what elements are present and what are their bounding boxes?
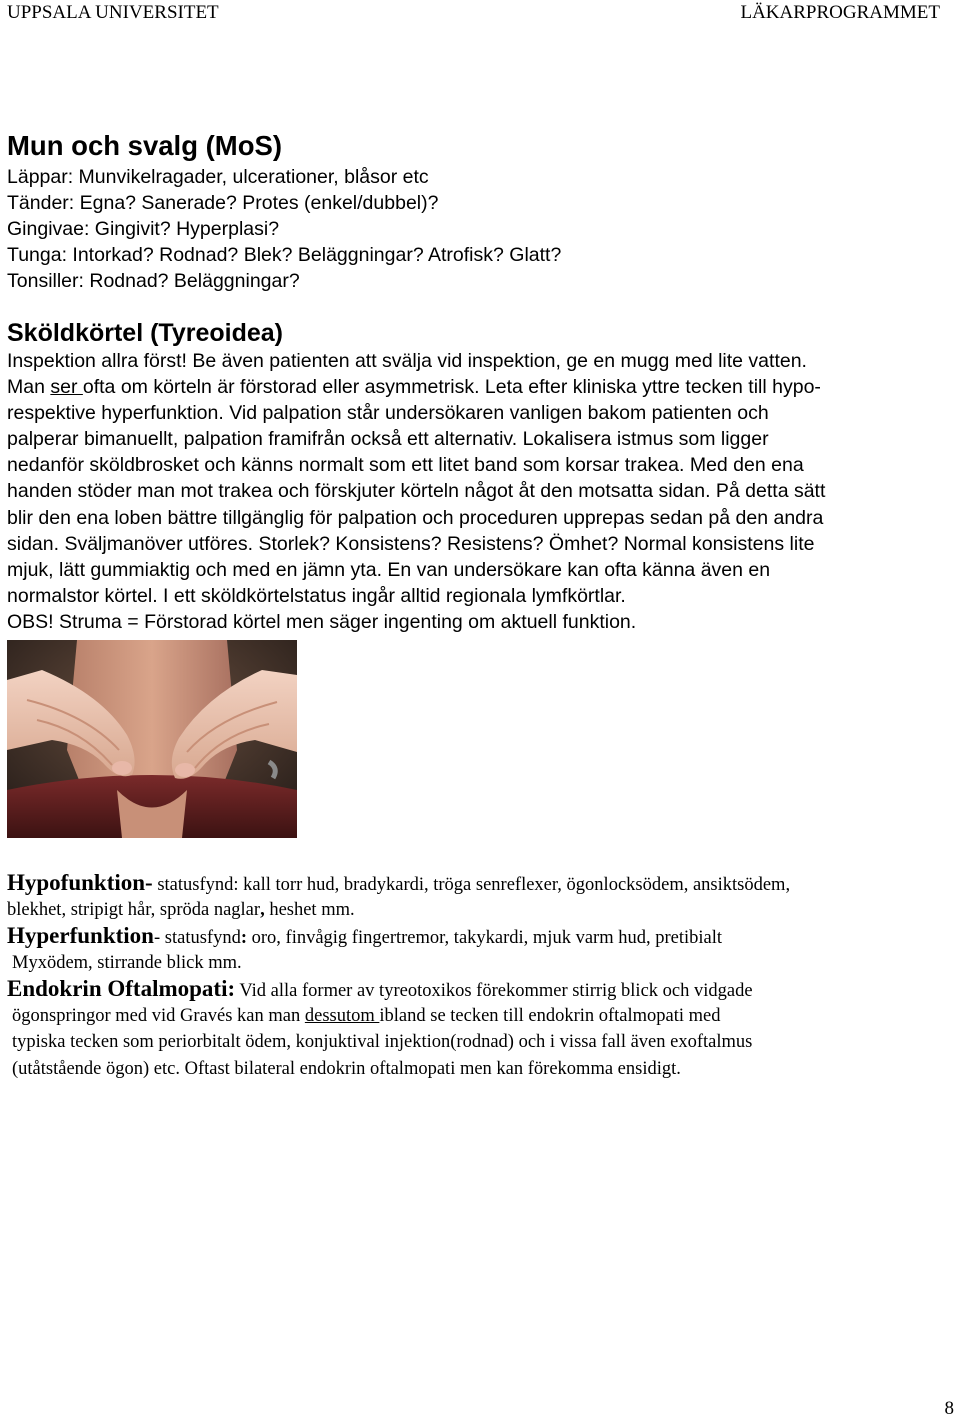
thyroid-text: ofta om körteln är förstorad eller asymmetrisk. Leta efter kliniska yttre tecken till hypo- — [82, 376, 821, 399]
section-heading-thyroid: Sköldkörtel (Tyreoidea) — [7, 319, 283, 347]
thyroid-line: Inspektion allra först! Be även patienten att svälja vid inspektion, ge en mugg med lite vatten. — [7, 350, 807, 372]
function-section — [7, 870, 957, 1082]
header-university: UPPSALA UNIVERSITET — [7, 2, 219, 23]
mos-line: Läppar: Munvikelragader, ulcerationer, blåsor etc — [7, 166, 429, 188]
endo-line: typiska tecken som periorbitalt ödem, konjuktival injektion(rodnad) och i vissa fall även exoftalmus — [12, 1032, 753, 1052]
thyroid-line: handen stöder man mot trakea och förskjuter körteln något åt den motsatta sidan. På detta sätt — [7, 480, 826, 503]
hyper-colon: : — [240, 928, 247, 948]
page-number: 8 — [944, 1398, 954, 1419]
mos-line: Tunga: Intorkad? Rodnad? Blek? Beläggningar? Atrofisk? Glatt? — [7, 244, 562, 266]
hypo-line — [7, 870, 957, 897]
hyper-term: Hyperfunktion — [7, 923, 154, 948]
hypo-term: Hypofunktion- — [7, 870, 153, 895]
thyroid-line: nedanför sköldbrosket och känns normalt som ett litet band som korsar trakea. Med den ena — [7, 454, 804, 477]
thyroid-line: blir den ena loben bättre tillgänglig för palpation och proceduren upprepas sedan på den andra — [7, 506, 824, 529]
thyroid-line: normalstor körtel. I ett sköldkörtelstatus ingår alltid regionala lymfkörtlar. — [7, 584, 626, 607]
thyroid-paragraph — [7, 348, 957, 635]
endo-text: ibland se tecken till endokrin oftalmopati med — [379, 1005, 721, 1026]
hypo-text: statusfynd: kall torr hud, bradykardi, tröga senreflexer, ögonlocksödem, ansiktsödem, — [152, 875, 791, 895]
thyroid-text: Man — [7, 376, 51, 399]
thyroid-line: sidan. Sväljmanöver utföres. Storlek? Konsistens? Resistens? Ömhet? Normal konsistens lite — [7, 532, 815, 555]
hypo-text: heshet mm. — [264, 899, 355, 920]
endo-underlined-word: dessutom — [304, 1005, 380, 1026]
hyper-text: oro, finvågig fingertremor, takykardi, mjuk varm hud, pretibialt — [247, 928, 722, 948]
endo-text: Vid alla former av tyreotoxikos förekommer stirrig blick och vidgade — [235, 981, 753, 1001]
thyroid-line: respektive hyperfunktion. Vid palpation står undersökaren vanligen bakom patienten och — [7, 402, 769, 425]
mos-line: Gingivae: Gingivit? Hyperplasi? — [7, 218, 280, 240]
hyper-line: Myxödem, stirrande blick mm. — [12, 952, 242, 973]
endo-line — [7, 976, 957, 1003]
hypo-line — [7, 897, 957, 924]
endo-line — [7, 1003, 957, 1030]
section-heading-mos: Mun och svalg (MoS) — [7, 130, 282, 161]
thyroid-underlined-word: ser — [50, 376, 83, 399]
thyroid-line — [7, 374, 957, 400]
mos-list — [7, 164, 561, 294]
thyroid-palpation-photo — [7, 640, 297, 838]
endo-line: (utåtstående ögon) etc. Oftast bilateral endokrin oftalmopati men kan förekomma ensidigt. — [12, 1058, 681, 1079]
hyper-line — [7, 923, 957, 950]
header-program: LÄKARPROGRAMMET — [740, 2, 940, 23]
thyroid-line: mjuk, lätt gummiaktig och med en jämn yta. En van undersökare kan ofta känna även en — [7, 558, 771, 581]
mos-line: Tonsiller: Rodnad? Beläggningar? — [7, 270, 300, 292]
endo-text: ögonspringor med vid Gravés kan man — [12, 1005, 305, 1026]
hypo-comma: , — [260, 899, 265, 920]
endo-term: Endokrin Oftalmopati: — [7, 976, 236, 1001]
hypo-text: blekhet, stripigt hår, spröda naglar — [7, 899, 261, 920]
thyroid-line: palperar bimanuellt, palpation framifrån också ett alternativ. Lokalisera istmus som ligger — [7, 428, 769, 451]
mos-line: Tänder: Egna? Sanerade? Protes (enkel/dubbel)? — [7, 192, 439, 214]
hyper-text: - statusfynd — [153, 928, 241, 948]
thyroid-line: OBS! Struma = Förstorad körtel men säger ingenting om aktuell funktion. — [7, 610, 637, 633]
thyroid-palpation-illustration — [7, 640, 297, 838]
